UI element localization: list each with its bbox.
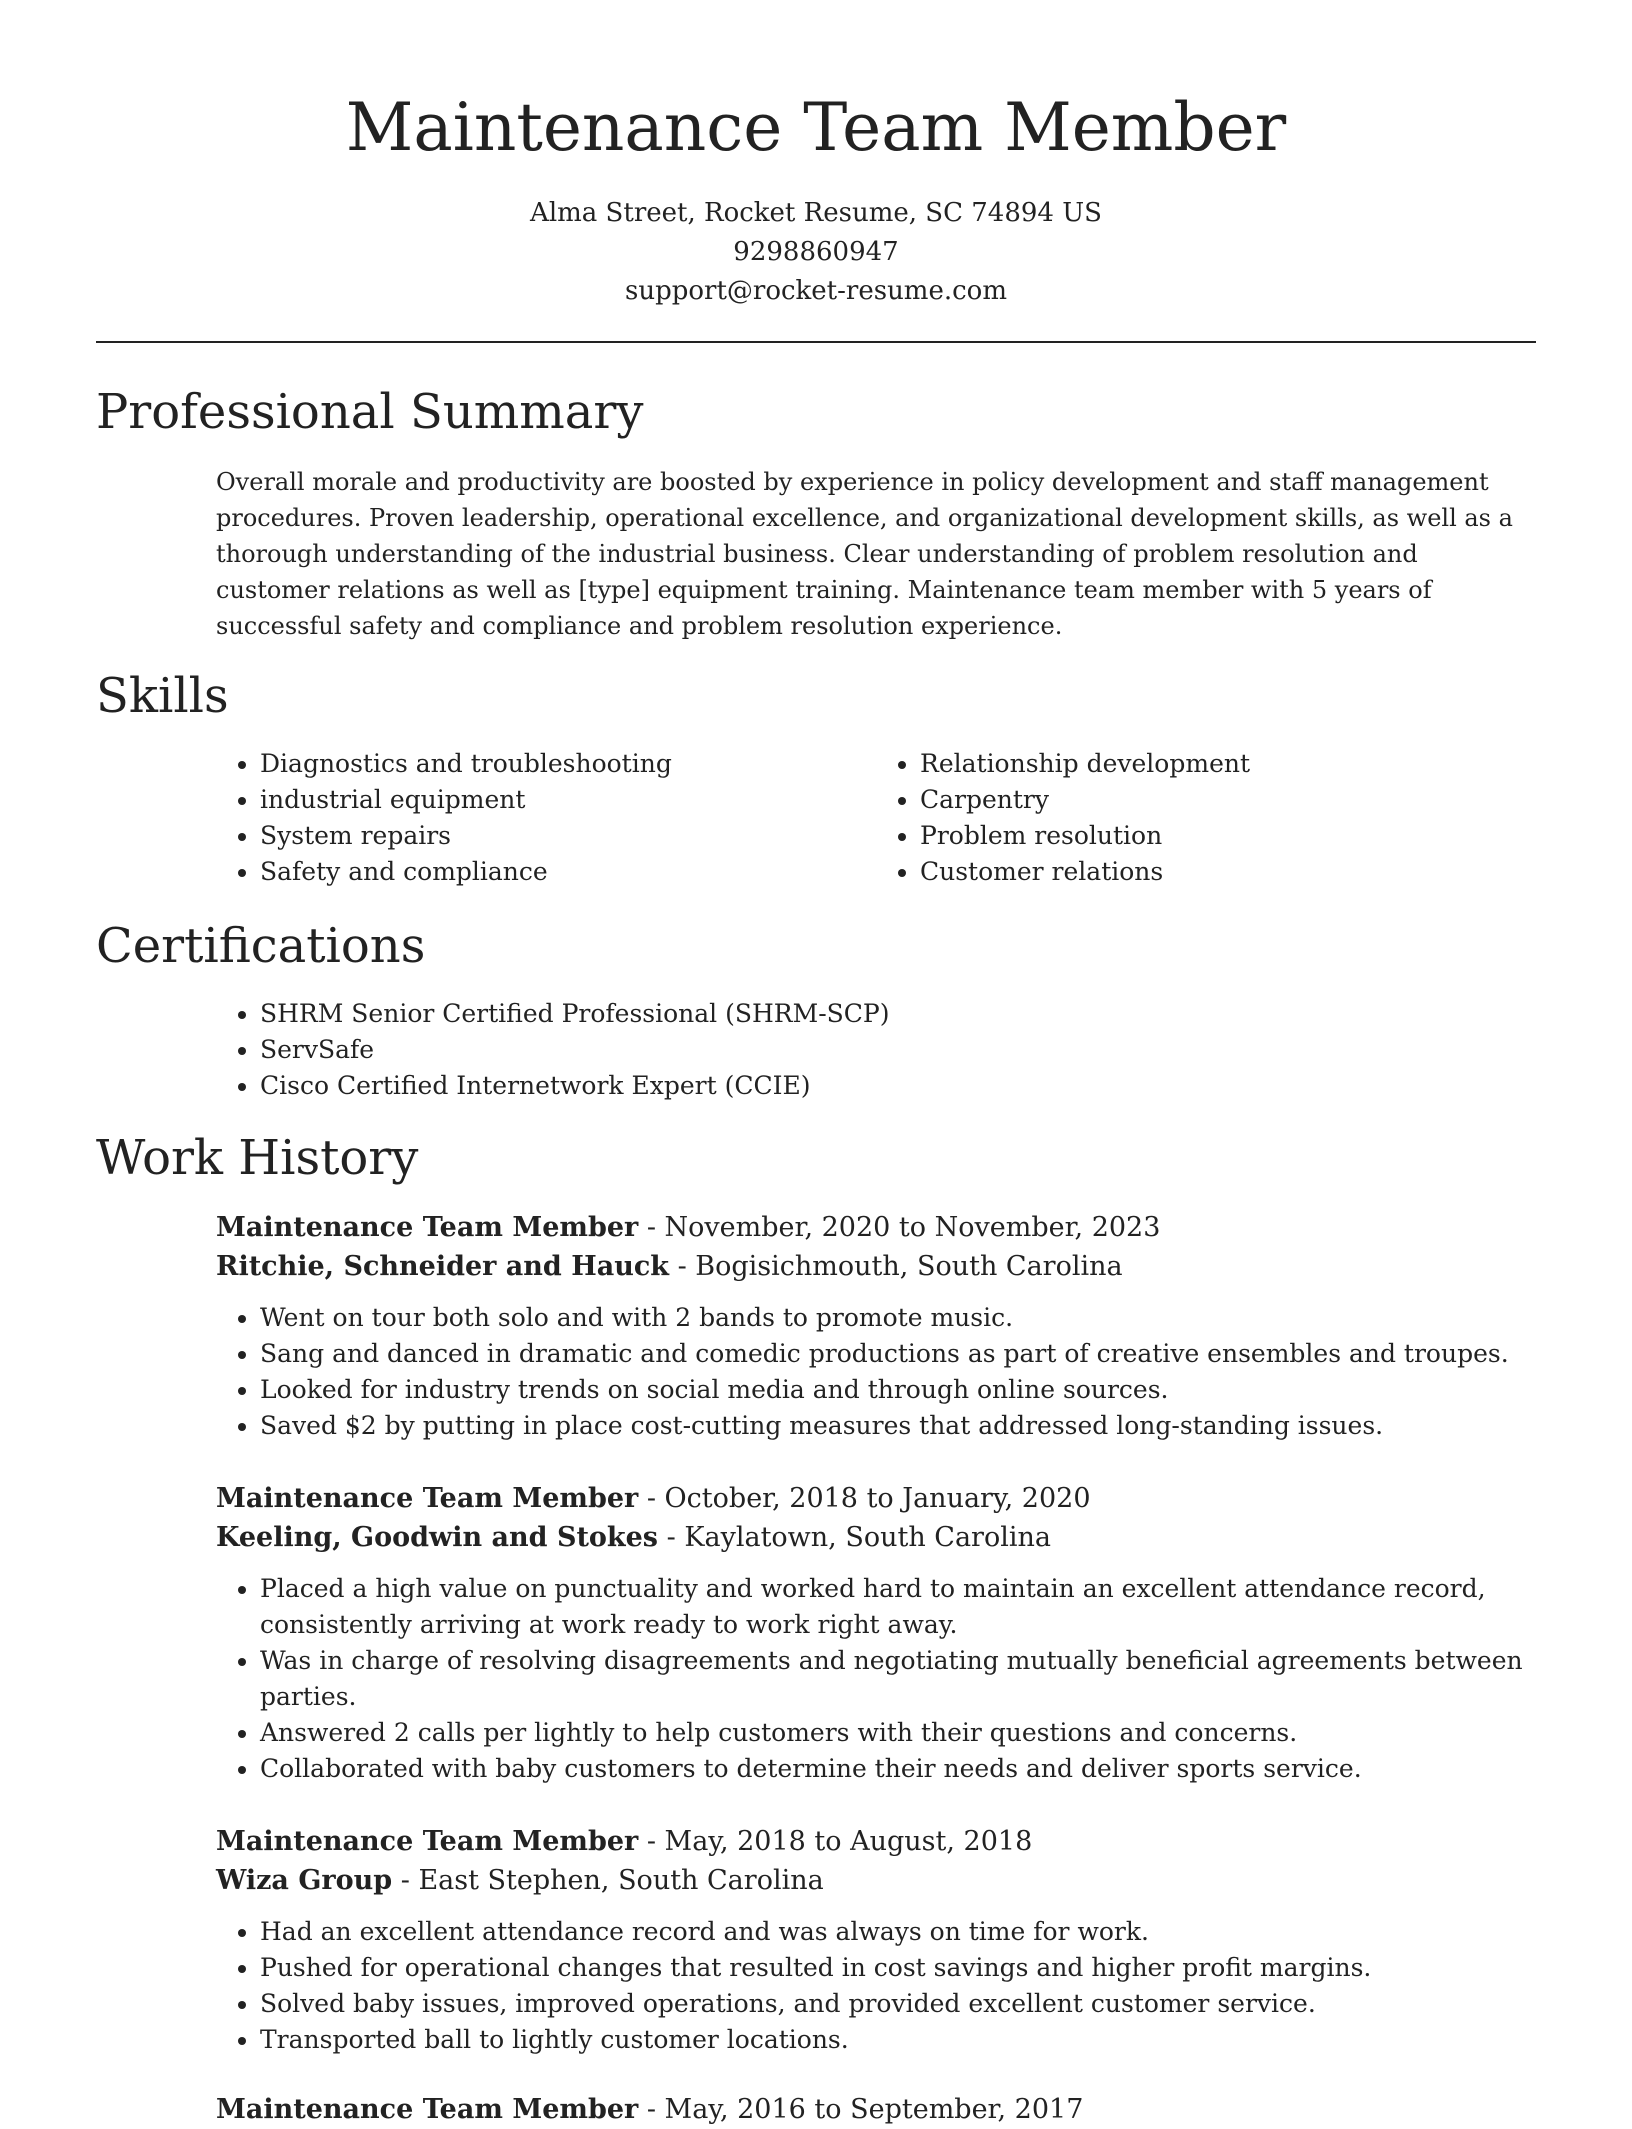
summary-title: Professional Summary (96, 384, 644, 440)
job-bullets (216, 1571, 1536, 1787)
job-bullet: • Was in charge of resolving disagreements and negotiating mutually beneficial agreements between parties. (260, 1643, 1536, 1715)
job-company-line: Ritchie, Schneider and Hauck - Bogisichmouth, South Carolina (216, 1251, 1123, 1282)
skill-item: • Problem resolution (920, 818, 1536, 854)
job-bullet: • Saved $2 by putting in place cost-cutting measures that addressed long-standing issues. (260, 1408, 1536, 1444)
job-company: Wiza Group (216, 1865, 393, 1896)
skill-item: • Customer relations (920, 854, 1536, 890)
job-bullet: • Answered 2 calls per lightly to help customers with their questions and concerns. (260, 1715, 1536, 1751)
job-location: Bogisichmouth, South Carolina (695, 1251, 1123, 1282)
job-role-line: Maintenance Team Member - October, 2018 to January, 2020 (216, 1483, 1091, 1514)
job-bullets (216, 1914, 1536, 2058)
work-history-title: Work History (96, 1130, 419, 1186)
job-bullet: • Sang and danced in dramatic and comedic productions as part of creative ensembles and troupes. (260, 1336, 1536, 1372)
job-dates: May, 2016 to September, 2017 (664, 2094, 1084, 2125)
job-company-line: Wiza Group - East Stephen, South Carolina (216, 1865, 824, 1896)
header-divider (96, 341, 1536, 343)
certification-item: • Cisco Certified Internetwork Expert (CCIE) (260, 1068, 1536, 1104)
skill-item: • Relationship development (920, 746, 1536, 782)
job-company: Ritchie, Schneider and Hauck (216, 1251, 669, 1282)
skills-column-right (876, 746, 1536, 890)
address: Alma Street, Rocket Resume, SC 74894 US (530, 198, 1102, 228)
job-dates: November, 2020 to November, 2023 (664, 1212, 1161, 1243)
certifications-list (216, 996, 1536, 1104)
job-bullet: • Pushed for operational changes that resulted in cost savings and higher profit margins. (260, 1950, 1536, 1986)
skill-item: • Safety and compliance (260, 854, 876, 890)
skills-column-left (216, 746, 876, 890)
job-bullet: • Transported ball to lightly customer locations. (260, 2022, 1536, 2058)
job-dates: May, 2018 to August, 2018 (664, 1826, 1033, 1857)
job-location: East Stephen, South Carolina (418, 1865, 824, 1896)
email: support@rocket-resume.com (624, 276, 1007, 306)
job-company-line: Keeling, Goodwin and Stokes - Kaylatown, South Carolina (216, 1522, 1051, 1553)
job-company: Keeling, Goodwin and Stokes (216, 1522, 659, 1553)
job-role-line: Maintenance Team Member - May, 2016 to September, 2017 (216, 2094, 1084, 2125)
job-bullet: • Looked for industry trends on social media and through online sources. (260, 1372, 1536, 1408)
candidate-name: Maintenance Team Member (345, 89, 1287, 166)
phone: 9298860947 (733, 237, 899, 267)
job-bullet: • Collaborated with baby customers to determine their needs and deliver sports service. (260, 1751, 1536, 1787)
skill-item: • industrial equipment (260, 782, 876, 818)
contact-info (96, 194, 1536, 311)
job-role-line: Maintenance Team Member - November, 2020 to November, 2023 (216, 1212, 1161, 1243)
job-entry (216, 1479, 1536, 1787)
summary-text: Overall morale and productivity are boosted by experience in policy development and staff management procedures. Proven leadership, operational excellence, and organizational development skills, as well as a thorough understanding of the industrial business. Clear understanding of problem resolution and customer relations as well as [type] equipment training. Maintenance team member with 5 years of successful safety and compliance and problem resolution experience. (216, 468, 1513, 640)
job-bullet: • Solved baby issues, improved operations, and provided excellent customer service. (260, 1986, 1536, 2022)
skill-item: • Diagnostics and troubleshooting (260, 746, 876, 782)
skill-item: • Carpentry (920, 782, 1536, 818)
job-location: Kaylatown, South Carolina (684, 1522, 1051, 1553)
job-entry (216, 2090, 1536, 2129)
skills-title: Skills (96, 668, 229, 724)
job-bullet: • Had an excellent attendance record and was always on time for work. (260, 1914, 1536, 1950)
resume-header (96, 86, 1536, 311)
job-role: Maintenance Team Member (216, 1826, 639, 1857)
certifications-title: Certifications (96, 918, 426, 974)
certification-item: • ServSafe (260, 1032, 1536, 1068)
job-bullets (216, 1300, 1536, 1444)
job-bullet: • Went on tour both solo and with 2 bands to promote music. (260, 1300, 1536, 1336)
job-role: Maintenance Team Member (216, 1483, 639, 1514)
job-bullet: • Placed a high value on punctuality and worked hard to maintain an excellent attendance record, consistently arriving at work ready to work right away. (260, 1571, 1536, 1643)
job-role: Maintenance Team Member (216, 2094, 639, 2125)
job-role: Maintenance Team Member (216, 1212, 639, 1243)
skill-item: • System repairs (260, 818, 876, 854)
job-dates: October, 2018 to January, 2020 (664, 1483, 1091, 1514)
skills-list (216, 746, 1536, 890)
job-role-line: Maintenance Team Member - May, 2018 to August, 2018 (216, 1826, 1033, 1857)
certification-item: • SHRM Senior Certified Professional (SHRM-SCP) (260, 996, 1536, 1032)
job-entry (216, 1822, 1536, 2058)
job-entry (216, 1208, 1536, 1444)
